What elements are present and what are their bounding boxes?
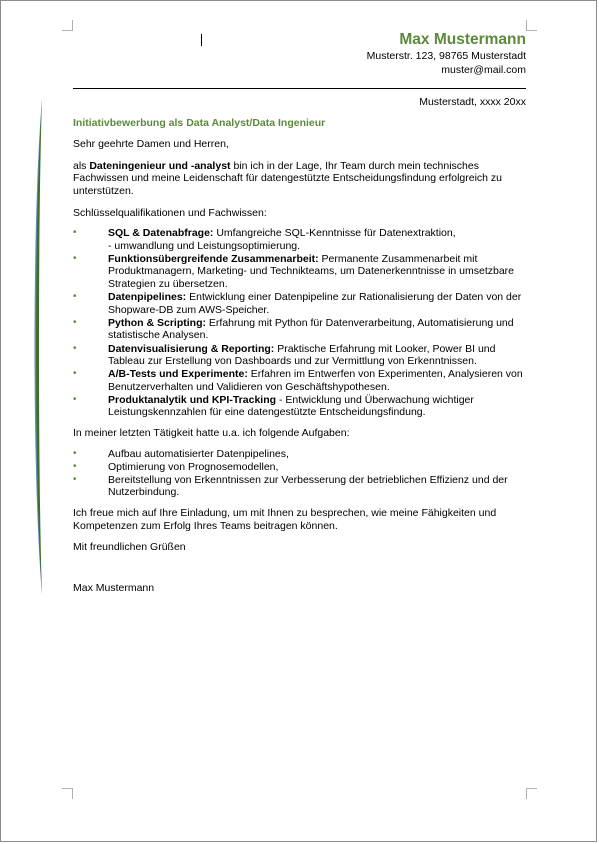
bullet-icon: • bbox=[73, 447, 77, 459]
letter-subject: Initiativbewerbung als Data Analyst/Data Ingenieur bbox=[73, 116, 326, 129]
qualifications-heading: Schlüsselqualifikationen und Fachwissen: bbox=[73, 206, 267, 219]
signature-name: Max Mustermann bbox=[73, 581, 155, 594]
header-divider bbox=[73, 88, 526, 89]
decorative-swoosh bbox=[34, 97, 46, 597]
sender-name: Max Mustermann bbox=[399, 31, 526, 48]
crop-mark-top-right bbox=[526, 20, 537, 31]
list-item: • Produktanalytik und KPI-Tracking - Entwicklung und Überwachung wichtiger Leistungskennzahlen für eine datengestützte Entscheidungsfindung. bbox=[73, 393, 474, 419]
bullet-icon: • bbox=[73, 342, 77, 354]
crop-mark-bottom-left bbox=[62, 788, 73, 799]
bullet-icon: • bbox=[73, 460, 77, 472]
tasks-heading: In meiner letzten Tätigkeit hatte u.a. ich folgende Aufgaben: bbox=[73, 427, 350, 440]
list-item: • Datenpipelines: Entwicklung einer Datenpipeline zur Rationalisierung der Daten von der Shopware-DB zum AWS-Speicher. bbox=[73, 291, 522, 316]
closing-paragraph: Ich freue mich auf Ihre Einladung, um mit Ihnen zu besprechen, wie meine Fähigkeiten und Kompetenzen zum Erfolg Ihres Teams beitragen können. bbox=[73, 507, 497, 532]
regards: Mit freundlichen Grüßen bbox=[73, 541, 186, 554]
list-item: • Aufbau automatisierter Datenpipelines, bbox=[73, 447, 289, 460]
list-item: • SQL & Datenabfrage: Umfangreiche SQL-Kenntnisse für Datenextraktion, - umwandlung und Leistungsoptimierung. bbox=[73, 227, 456, 252]
crop-mark-bottom-right bbox=[526, 788, 537, 799]
list-item: • Bereitstellung von Erkenntnissen zur Verbesserung der betrieblichen Effizienz und der Nutzerbindung. bbox=[73, 473, 508, 499]
letter-date: Musterstadt, xxxx 20xx bbox=[419, 96, 526, 108]
qualifications-list bbox=[73, 227, 526, 419]
text-cursor bbox=[201, 34, 202, 46]
sender-address: Musterstr. 123, 98765 Musterstadt bbox=[366, 50, 526, 62]
letterhead bbox=[367, 31, 526, 77]
crop-mark-top-left bbox=[62, 20, 73, 31]
salutation: Sehr geehrte Damen und Herren, bbox=[73, 138, 229, 151]
list-item: • Datenvisualisierung & Reporting: Praktische Erfahrung mit Looker, Power BI und Tableau zur Erstellung von Dashboards und zur Vermittlung von Erkenntnissen. bbox=[73, 342, 496, 368]
intro-paragraph: als Dateningenieur und -analyst bin ich in der Lage, Ihr Team durch mein technisches Fachwissen und meine Leidenschaft für datengestützte Entscheidungsfindung erfolgreich zu unterstützen. bbox=[73, 159, 503, 197]
bullet-icon: • bbox=[73, 252, 77, 264]
bullet-icon: • bbox=[73, 368, 77, 380]
list-item: • A/B-Tests und Experimente: Erfahren im Entwerfen von Experimenten, Analysieren von Benutzerverhalten und Validieren von Geschäftshypothesen. bbox=[73, 368, 523, 393]
bullet-icon: • bbox=[73, 291, 77, 303]
sender-email: muster@mail.com bbox=[441, 64, 526, 76]
tasks-list bbox=[73, 448, 526, 499]
letter-body bbox=[73, 96, 526, 594]
bullet-icon: • bbox=[73, 393, 77, 405]
list-item: • Optimierung von Prognosemodellen, bbox=[73, 460, 279, 473]
bullet-icon: • bbox=[73, 227, 77, 239]
list-item: • Python & Scripting: Erfahrung mit Python für Datenverarbeitung, Automatisierung und statistische Analysen. bbox=[73, 316, 514, 342]
bullet-icon: • bbox=[73, 473, 77, 485]
bullet-icon: • bbox=[73, 316, 77, 328]
list-item: • Funktionsübergreifende Zusammenarbeit: Permanente Zusammenarbeit mit Produktmanagern, Marketing- und Technikteams, um Datenerkenntnisse in umsetzbare Strategien zu übersetzen. bbox=[73, 252, 515, 291]
